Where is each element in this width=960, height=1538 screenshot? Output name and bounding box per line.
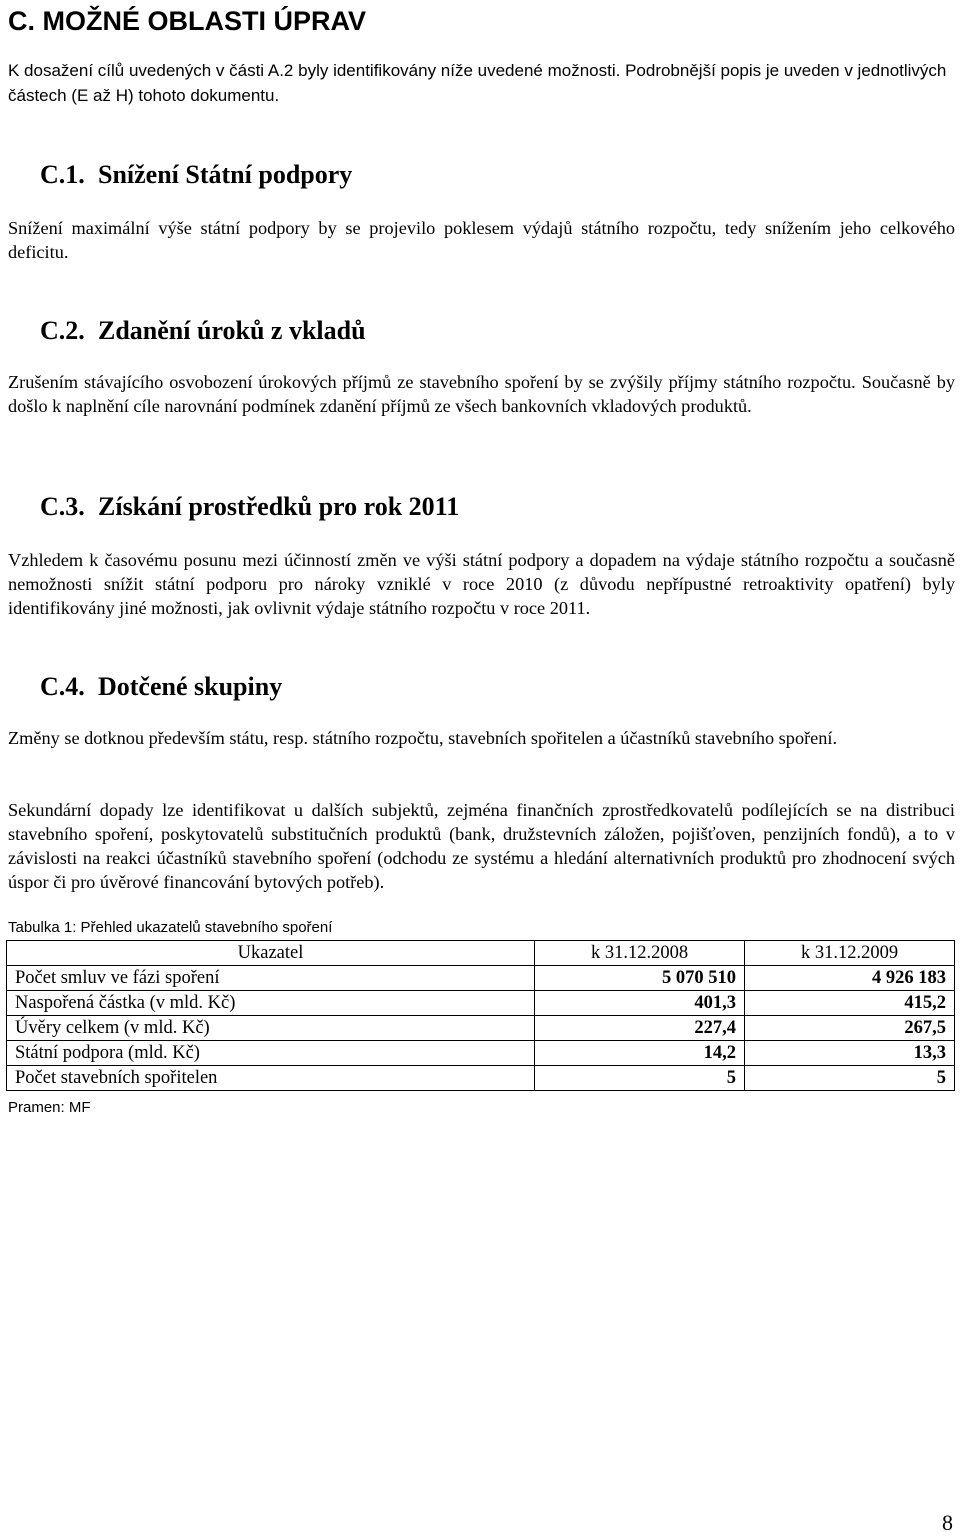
section-title: Dotčené skupiny <box>98 672 283 701</box>
table-cell-label: Státní podpora (mld. Kč) <box>7 1041 535 1066</box>
section-number: C.3. <box>40 492 85 521</box>
section-number: C.1. <box>40 160 85 189</box>
section-c1-paragraph: Snížení maximální výše státní podpory by se projevilo poklesem výdajů státního rozpočtu, tedy snížením jeho celkového deficitu. <box>8 218 955 262</box>
section-title: Snížení Státní podpory <box>98 160 353 189</box>
table-row <box>7 966 955 991</box>
table-cell-value: 401,3 <box>535 991 745 1016</box>
section-heading-c3 <box>40 490 459 524</box>
table-row <box>7 1016 955 1041</box>
table-cell-value: 13,3 <box>745 1041 955 1066</box>
section-c4-paragraph-1: Změny se dotknou především státu, resp. státního rozpočtu, stavebních spořitelen a účastníků stavebního spoření. <box>8 728 838 748</box>
table-cell-label: Počet smluv ve fázi spoření <box>7 966 535 991</box>
table-cell-value: 5 070 510 <box>535 966 745 991</box>
section-heading-c2 <box>40 314 366 348</box>
section-number: C.2. <box>40 316 85 345</box>
section-title: Získání prostředků pro rok 2011 <box>98 492 460 521</box>
section-c2-paragraph: Zrušením stávajícího osvobození úrokových příjmů ze stavebního spoření by se zvýšily příjmy státního rozpočtu. Současně by došlo k naplnění cíle narovnání podmínek zdanění příjmů ze všech bankovních vkladových produktů. <box>8 372 955 416</box>
table-cell-label: Úvěry celkem (v mld. Kč) <box>7 1016 535 1041</box>
table-caption: Tabulka 1: Přehled ukazatelů stavebního spoření <box>8 919 333 936</box>
table-cell-label: Naspořená částka (v mld. Kč) <box>7 991 535 1016</box>
section-number: C.4. <box>40 672 85 701</box>
table-row <box>7 1041 955 1066</box>
table-cell-value: 5 <box>535 1066 745 1091</box>
chapter-heading: C. MOŽNÉ OBLASTI ÚPRAV <box>8 6 367 36</box>
section-title: Zdanění úroků z vkladů <box>98 316 366 345</box>
section-c4-paragraph-2: Sekundární dopady lze identifikovat u dalších subjektů, zejména finančních zprostředkovatelů podílejících se na distribuci stavebního spoření, poskytovatelů substitučních produktů (bank, družstevních záložen, pojišťoven, penzijních fondů), a to v závislosti na reakci účastníků stavebního spoření (odchodu ze systému a hledání alternativních produktů pro zhodnocení svých úspor či pro úvěrové financování bytových potřeb). <box>8 800 955 892</box>
indicators-table <box>6 940 955 1091</box>
intro-paragraph: K dosažení cílů uvedených v části A.2 byly identifikovány níže uvedené možnosti. Podrobnější popis je uveden v jednotlivých částech (E až H) tohoto dokumentu. <box>8 61 947 105</box>
table-row <box>7 1066 955 1091</box>
section-heading-c1 <box>40 158 352 192</box>
table-header-row <box>7 941 955 966</box>
table-cell-value: 267,5 <box>745 1016 955 1041</box>
table-header-cell: k 31.12.2008 <box>535 941 745 966</box>
table-cell-value: 5 <box>745 1066 955 1091</box>
table-source: Pramen: MF <box>8 1099 91 1116</box>
table-cell-value: 415,2 <box>745 991 955 1016</box>
table-cell-value: 14,2 <box>535 1041 745 1066</box>
section-heading-c4 <box>40 670 282 704</box>
table-row <box>7 991 955 1016</box>
section-c3-paragraph: Vzhledem k časovému posunu mezi účinností změn ve výši státní podpory a dopadem na výdaje státního rozpočtu a současně nemožnosti snížit státní podporu pro nároky vzniklé v roce 2010 (z důvodu nepřípustné retroaktivity opatření) byly identifikovány jiné možnosti, jak ovlivnit výdaje státního rozpočtu v roce 2011. <box>8 550 955 618</box>
table-header-cell: k 31.12.2009 <box>745 941 955 966</box>
table-cell-label: Počet stavebních spořitelen <box>7 1066 535 1091</box>
table-cell-value: 4 926 183 <box>745 966 955 991</box>
table-cell-value: 227,4 <box>535 1016 745 1041</box>
table-header-cell: Ukazatel <box>7 941 535 966</box>
page-number: 8 <box>942 1510 953 1535</box>
